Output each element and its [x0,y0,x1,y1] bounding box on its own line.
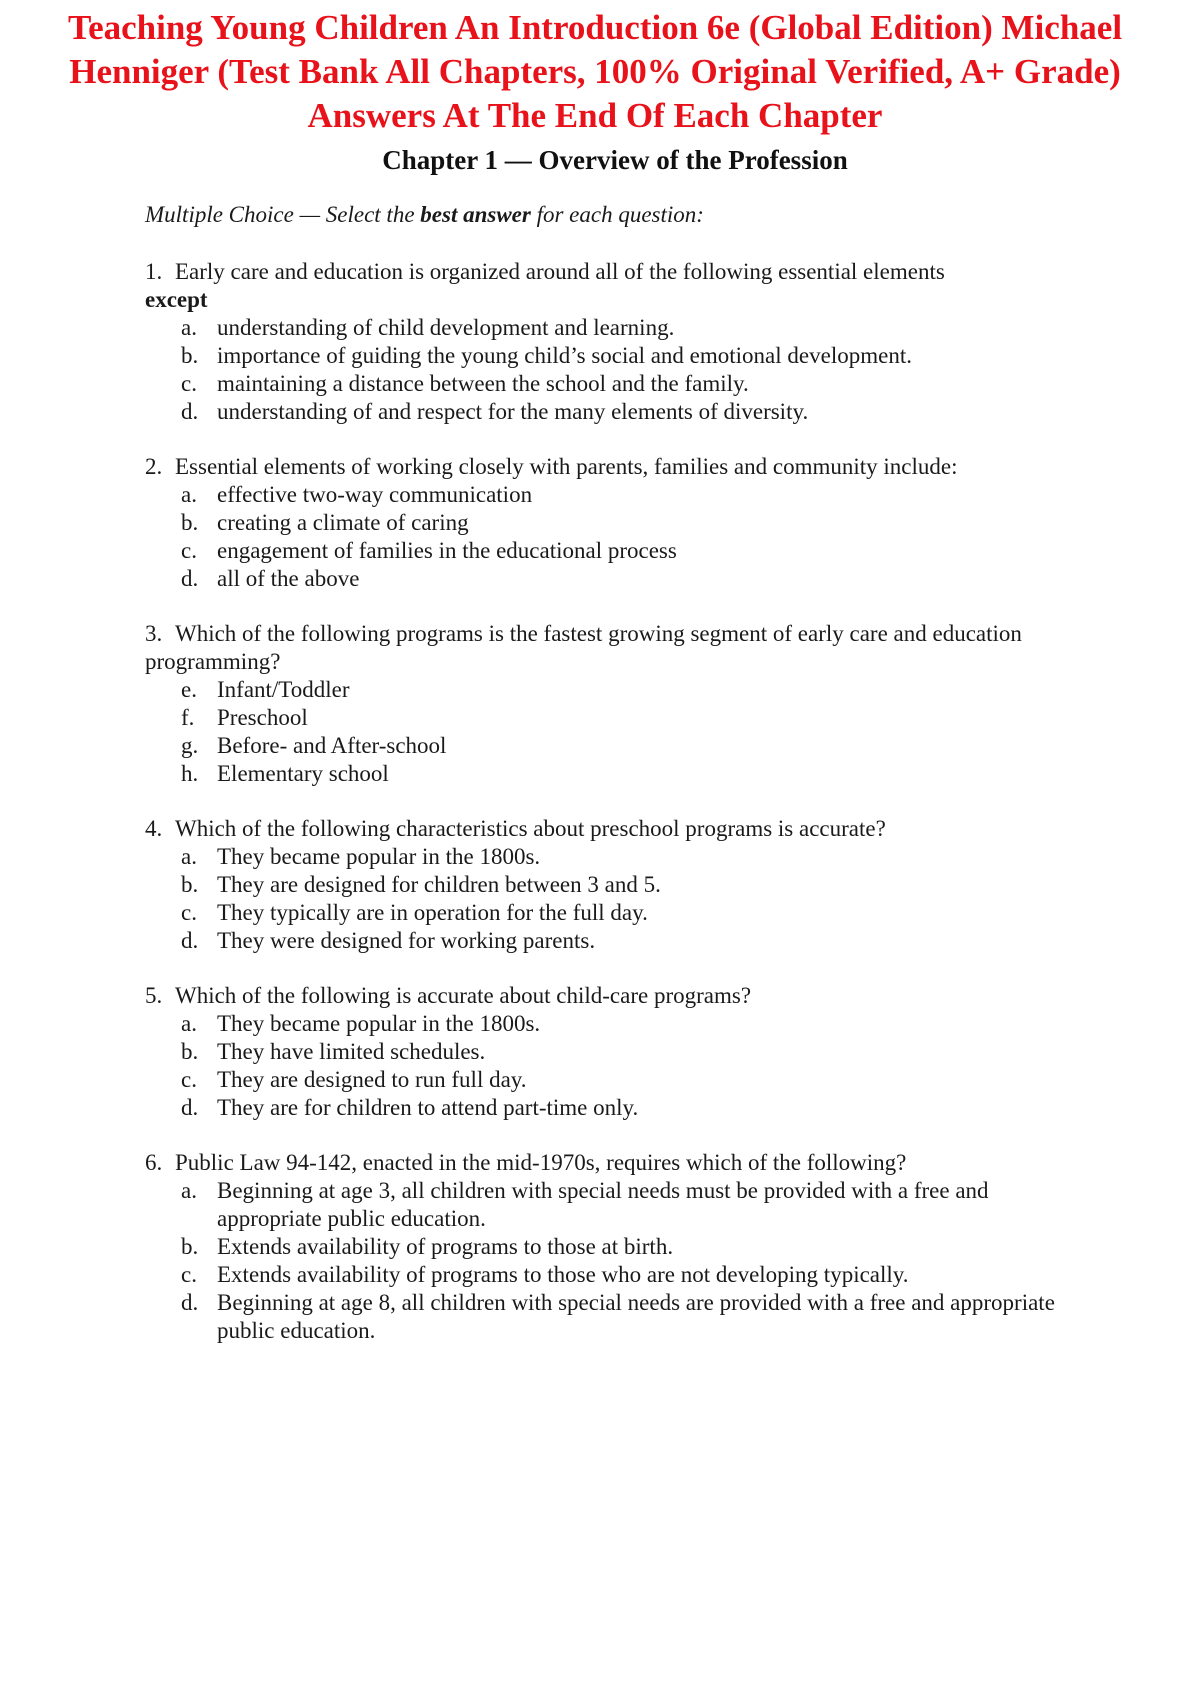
option-text: creating a climate of caring [217,510,469,535]
question-number: 5. [145,983,163,1008]
answer-option [181,676,1075,704]
answer-option [181,1289,1075,1345]
option-text: all of the above [217,566,360,591]
option-letter: c. [181,900,197,925]
option-text: Beginning at age 8, all children with special needs are provided with a free and appropriate public education. [217,1290,1055,1343]
question-emphasis: except [145,287,208,312]
answer-option [181,370,1075,398]
answer-option [181,1066,1075,1094]
option-letter: d. [181,399,199,424]
answer-option [181,732,1075,760]
answer-option [181,537,1075,565]
answer-option [181,1261,1075,1289]
question-number: 1. [145,259,163,284]
answer-option [181,843,1075,871]
option-letter: a. [181,482,197,507]
option-letter: b. [181,343,199,368]
question-number: 2. [145,454,163,479]
option-letter: g. [181,733,199,758]
option-letter: c. [181,538,197,563]
instructions-prefix: Multiple Choice — Select the [145,202,421,227]
option-text: engagement of families in the educational process [217,538,677,563]
answer-option [181,509,1075,537]
question-number: 4. [145,816,163,841]
option-text: importance of guiding the young child’s social and emotional development. [217,343,912,368]
answer-options [145,676,1075,788]
answer-option [181,314,1075,342]
question-list [145,258,1075,1372]
option-letter: a. [181,844,197,869]
question-stem [145,815,1075,843]
answer-option [181,481,1075,509]
option-letter: a. [181,315,197,340]
option-letter: a. [181,1178,197,1203]
question-item [145,453,1075,593]
answer-option [181,760,1075,788]
option-letter: d. [181,566,199,591]
option-text: Elementary school [217,761,389,786]
answer-option [181,342,1075,370]
answer-option [181,1233,1075,1261]
option-letter: e. [181,677,197,702]
chapter-heading: Chapter 1 — Overview of the Profession [382,145,848,175]
answer-option [181,927,1075,955]
option-text: They were designed for working parents. [217,928,596,953]
option-text: Extends availability of programs to those who are not developing typically. [217,1262,909,1287]
question-item [145,982,1075,1122]
question-text: Which of the following programs is the fastest growing segment of early care and education programming? [145,621,1022,674]
answer-option [181,1094,1075,1122]
option-text: Beginning at age 3, all children with special needs must be provided with a free and appropriate public education. [217,1178,989,1231]
answer-option [181,1038,1075,1066]
option-letter: d. [181,928,199,953]
question-stem [145,982,1075,1010]
option-text: Before- and After-school [217,733,447,758]
option-text: They have limited schedules. [217,1039,486,1064]
option-letter: d. [181,1095,199,1120]
answer-options [145,314,1075,426]
answer-option [181,565,1075,593]
answer-options [145,843,1075,955]
option-text: Extends availability of programs to those at birth. [217,1234,674,1259]
question-stem [145,453,1075,481]
option-letter: h. [181,761,199,786]
question-text: Early care and education is organized around all of the following essential elements [175,259,945,284]
option-text: effective two-way communication [217,482,533,507]
answer-option [181,899,1075,927]
option-letter: b. [181,872,199,897]
option-text: understanding of and respect for the many elements of diversity. [217,399,809,424]
option-text: They became popular in the 1800s. [217,844,541,869]
answer-option [181,1177,1075,1233]
question-stem [145,258,1075,314]
question-text: Which of the following is accurate about child-care programs? [175,983,752,1008]
answer-options [145,481,1075,593]
instructions-suffix: for each question: [530,202,704,227]
option-text: They are designed for children between 3 and 5. [217,872,661,897]
document-title: Teaching Young Children An Introduction 6e (Global Edition) Michael Henniger (Test Bank All Chapters, 100% Original Verified, A+ Grade) Answers At The End Of Each Chapter [67,8,1123,135]
answer-options [145,1010,1075,1122]
question-item [145,815,1075,955]
question-item [145,1149,1075,1345]
option-letter: a. [181,1011,197,1036]
option-text: maintaining a distance between the school and the family. [217,371,749,396]
option-letter: c. [181,1067,197,1092]
option-text: Infant/Toddler [217,677,350,702]
option-text: They are designed to run full day. [217,1067,527,1092]
answer-option [181,1010,1075,1038]
option-text: understanding of child development and learning. [217,315,675,340]
instructions-emphasis: best answer [420,202,531,227]
question-stem [145,620,1075,676]
option-letter: c. [181,1262,197,1287]
option-letter: b. [181,1234,199,1259]
option-letter: b. [181,1039,199,1064]
instructions [145,200,704,230]
question-number: 3. [145,621,163,646]
answer-options [145,1177,1075,1345]
question-text: Public Law 94-142, enacted in the mid-1970s, requires which of the following? [175,1150,907,1175]
answer-option [181,398,1075,426]
option-text: They are for children to attend part-time only. [217,1095,639,1120]
question-text: Which of the following characteristics about preschool programs is accurate? [175,816,886,841]
option-text: Preschool [217,705,308,730]
answer-option [181,871,1075,899]
question-stem [145,1149,1075,1177]
option-letter: b. [181,510,199,535]
option-letter: d. [181,1290,199,1315]
question-item [145,258,1075,426]
option-letter: c. [181,371,197,396]
question-number: 6. [145,1150,163,1175]
answer-option [181,704,1075,732]
option-text: They typically are in operation for the full day. [217,900,648,925]
option-letter: f. [181,705,195,730]
question-text: Essential elements of working closely with parents, families and community include: [175,454,958,479]
option-text: They became popular in the 1800s. [217,1011,541,1036]
question-item [145,620,1075,788]
